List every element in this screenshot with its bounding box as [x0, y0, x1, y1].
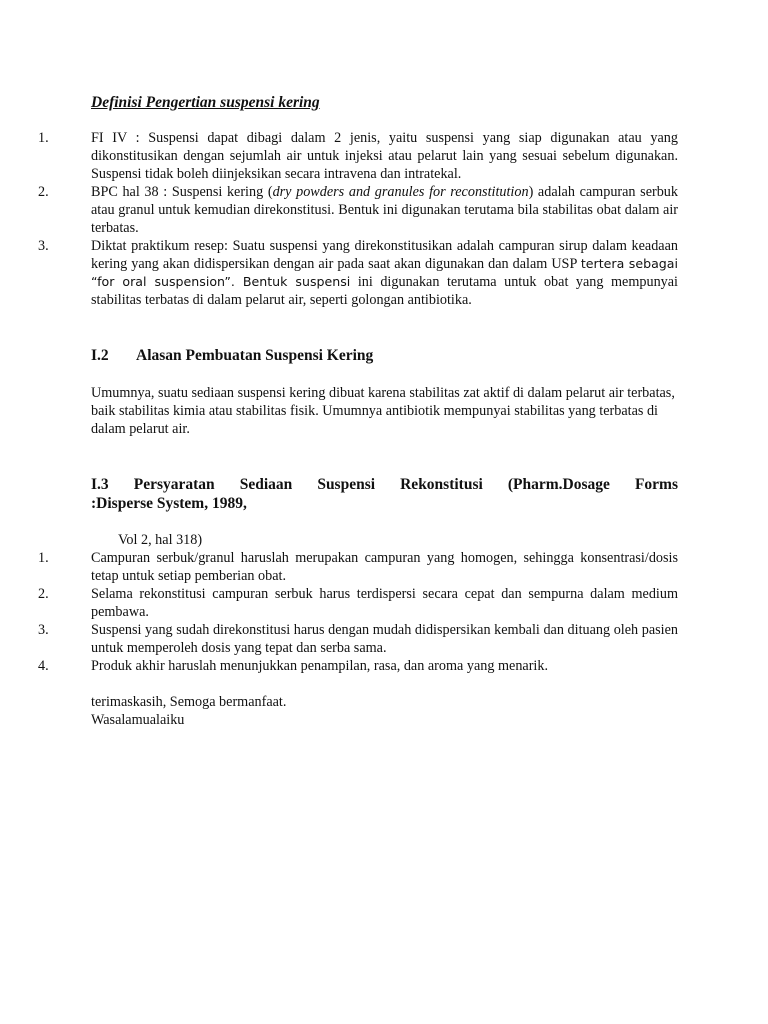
- list-number: 2.: [38, 184, 49, 200]
- list-item: [0, 183, 678, 237]
- list-item-text-end: ) adalah campuran serbuk atau granul untuk kemudian direkonstitusi. Bentuk ini digunakan terutama bila stabilitas obat dalam air terbatas.: [91, 184, 678, 236]
- list-number: 3.: [38, 622, 49, 638]
- list-number: 3.: [38, 238, 49, 254]
- closing-salutation: Wasalamualaiku: [91, 712, 185, 728]
- list-item-text-start: Diktat praktikum resep: Suatu suspensi yang direkonstitusikan adalah campuran sirup dalam keadaan kering yang akan didispersikan dengan air pada saat akan digunakan dan dalam USP: [91, 238, 678, 272]
- list-item: [0, 657, 678, 675]
- list-item-text-end: ini digunakan terutama untuk obat yang mempunyai stabilitas terbatas di dalam pelarut air, seperti golongan antibiotika.: [91, 274, 678, 308]
- list-item-text: FI IV : Suspensi dapat dibagi dalam 2 jenis, yaitu suspensi yang siap digunakan atau yang dikonstitusikan dengan sejumlah air untuk injeksi atau pelarut lain yang sesuai sebelum digunakan. Suspensi tidak boleh diinjeksikan secara intravena dan intratekal.: [91, 130, 678, 182]
- section-heading-continued: :Disperse System, 1989,: [91, 495, 247, 512]
- section-heading-alasan: [91, 346, 678, 365]
- list-item-text: Campuran serbuk/granul haruslah merupakan campuran yang homogen, sehingga konsentrasi/dosis tetap untuk setiap pemberian obat.: [91, 550, 678, 584]
- list-item-text: Produk akhir haruslah menunjukkan penampilan, rasa, dan aroma yang menarik.: [91, 658, 549, 674]
- list-number: 1.: [38, 130, 49, 146]
- list-item: [0, 621, 678, 657]
- closing-thanks: terimaskasih, Semoga bermanfaat.: [91, 694, 287, 710]
- definition-list: [0, 129, 768, 309]
- closing-block: [91, 693, 286, 729]
- section-title: Alasan Pembuatan Suspensi Kering: [136, 347, 374, 364]
- reference-subline: Vol 2, hal 318): [118, 532, 203, 548]
- list-item-sans-segment: tertera sebagai “for oral suspension”. Bentuk suspensi: [91, 256, 678, 289]
- section-number: I.2: [91, 347, 109, 364]
- list-item: [0, 585, 678, 621]
- section-paragraph: Umumnya, suatu sediaan suspensi kering dibuat karena stabilitas zat aktif di dalam pelarut air terbatas, baik stabilitas kimia atau stabilitas fisik. Umumnya antibiotik mempunyai stabilitas yang terbatas di dalam pelarut air.: [91, 385, 675, 437]
- list-item: [0, 129, 678, 183]
- list-item: [0, 549, 678, 585]
- list-number: 4.: [38, 658, 49, 674]
- list-number: 1.: [38, 550, 49, 566]
- document-title: Definisi Pengertian suspensi kering: [91, 94, 320, 111]
- requirements-list: [0, 549, 768, 675]
- list-item: [0, 237, 678, 309]
- section-heading-persyaratan: I.3 Persyaratan Sediaan Suspensi Rekonstitusi (Pharm.Dosage Forms: [91, 476, 678, 493]
- list-item-text: Selama rekonstitusi campuran serbuk harus terdispersi secara cepat dan sempurna dalam medium pembawa.: [91, 586, 678, 620]
- list-number: 2.: [38, 586, 49, 602]
- list-item-italic-term: dry powders and granules for reconstitution: [272, 184, 529, 200]
- list-item-text: Suspensi yang sudah direkonstitusi harus dengan mudah didispersikan kembali dan dituang oleh pasien untuk memperoleh dosis yang tepat dan serba sama.: [91, 622, 678, 656]
- list-item-text-start: BPC hal 38 : Suspensi kering (: [91, 184, 273, 200]
